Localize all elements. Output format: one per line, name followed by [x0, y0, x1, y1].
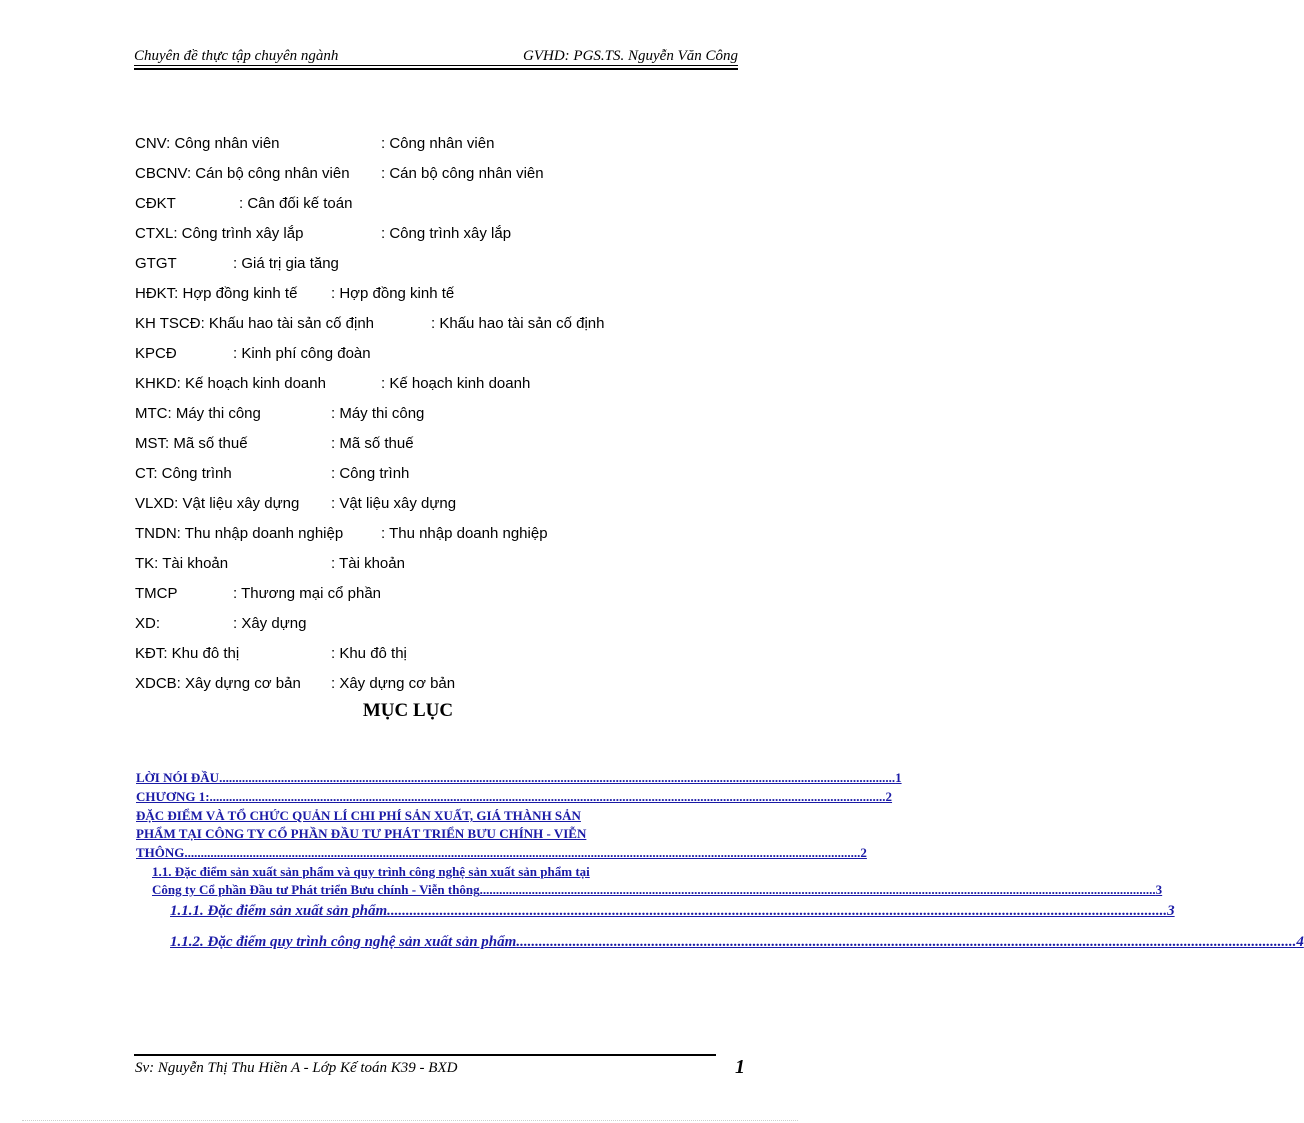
- toc-entry-line: ĐẶC ĐIỂM VÀ TỔ CHỨC QUẢN LÍ CHI PHÍ SẢN XUẤT, GIÁ THÀNH SẢN: [136, 808, 581, 823]
- abbreviation-meaning: : Xây dựng cơ bản: [331, 675, 456, 692]
- toc-leader: ................................................................................................................................................................................................................: [479, 882, 1156, 897]
- toc-entry-section-1-1-2[interactable]: [170, 934, 1304, 951]
- abbreviation-meaning: : Cân đối kế toán: [239, 195, 353, 212]
- abbreviation-row: [135, 372, 735, 402]
- toc-entry-last-line: [152, 882, 1163, 898]
- abbreviation-term: XDCB: Xây dựng cơ bản: [135, 675, 301, 692]
- abbreviation-row: [135, 582, 735, 612]
- abbreviation-row: [135, 552, 735, 582]
- toc-title: MỤC LỤC: [362, 700, 454, 721]
- abbreviation-term: CNV: Công nhân viên: [135, 135, 280, 152]
- toc-page-number: 2: [885, 789, 893, 804]
- footer-rule: [134, 1054, 716, 1056]
- toc-leader: ................................................................................................................................................................................................................: [387, 903, 1168, 919]
- abbreviation-term: CTXL: Công trình xây lắp: [135, 225, 304, 242]
- toc-page-number: 2: [860, 845, 867, 860]
- abbreviation-meaning: : Kế hoạch kinh doanh: [381, 375, 531, 392]
- abbreviation-term: GTGT: [135, 255, 177, 272]
- toc-page-number: 4: [1296, 934, 1304, 950]
- abbreviation-row: [135, 342, 735, 372]
- header-right: GVHD: PGS.TS. Nguyễn Văn Công: [523, 48, 738, 64]
- footer-text: Sv: Nguyễn Thị Thu Hiền A - Lớp Kế toán K39 - BXD: [135, 1060, 458, 1076]
- toc-page-number: 3: [1167, 903, 1175, 919]
- abbreviation-row: [135, 282, 735, 312]
- abbreviation-meaning: : Thu nhập doanh nghiệp: [381, 525, 548, 542]
- abbreviation-meaning: : Cán bộ công nhân viên: [381, 165, 544, 182]
- abbreviation-row: [135, 402, 735, 432]
- abbreviation-term: MST: Mã số thuế: [135, 435, 248, 452]
- abbreviation-term: KH TSCĐ: Khấu hao tài sản cố định: [135, 315, 375, 332]
- abbreviation-list: [135, 132, 735, 702]
- abbreviation-row: [135, 192, 735, 222]
- abbreviation-row: [135, 312, 735, 342]
- toc-entry-section-1-1-1[interactable]: [170, 903, 1175, 920]
- header-rule: [134, 65, 738, 66]
- abbreviation-row: [135, 222, 735, 252]
- page-number: 1: [735, 1056, 745, 1078]
- abbreviation-term: KĐT: Khu đô thị: [135, 645, 240, 662]
- abbreviation-term: CT: Công trình: [135, 465, 232, 482]
- abbreviation-meaning: : Mã số thuế: [331, 435, 414, 452]
- abbreviation-meaning: : Hợp đồng kinh tế: [331, 285, 455, 302]
- page-bottom-border: [22, 1120, 798, 1121]
- toc-leader: ................................................................................................................................................................................................................: [209, 789, 886, 804]
- abbreviation-term: HĐKT: Hợp đồng kinh tế: [135, 285, 298, 302]
- abbreviation-meaning: : Giá trị gia tăng: [233, 255, 339, 272]
- toc-entry-label: Công ty Cổ phần Đầu tư Phát triển Bưu chính - Viễn thông: [152, 882, 480, 897]
- abbreviation-meaning: : Tài khoản: [331, 555, 405, 572]
- abbreviation-term: TK: Tài khoản: [135, 555, 229, 572]
- abbreviation-term: KPCĐ: [135, 345, 177, 362]
- toc-entry-label: 1.1.2. Đặc điểm quy trình công nghệ sản xuất sản phẩm: [170, 934, 517, 950]
- abbreviation-row: [135, 132, 735, 162]
- toc-entry-line: PHẨM TẠI CÔNG TY CỔ PHẦN ĐẦU TƯ PHÁT TRIỂN BƯU CHÍNH - VIỄN: [136, 826, 587, 841]
- toc-entry-label: LỜI NÓI ĐẦU: [136, 770, 220, 785]
- abbreviation-term: TMCP: [135, 585, 178, 602]
- header-rule-thick: [134, 68, 738, 70]
- toc-entry-last-line: [136, 845, 867, 861]
- abbreviation-meaning: : Công trình xây lắp: [381, 225, 512, 242]
- abbreviation-meaning: : Máy thi công: [331, 405, 425, 422]
- abbreviation-row: [135, 522, 735, 552]
- abbreviation-term: VLXD: Vật liệu xây dựng: [135, 495, 300, 512]
- abbreviation-row: [135, 492, 735, 522]
- abbreviation-meaning: : Xây dựng: [233, 615, 307, 632]
- abbreviation-row: [135, 462, 735, 492]
- toc-page-number: 3: [1155, 882, 1163, 897]
- abbreviation-row: [135, 612, 735, 642]
- abbreviation-term: TNDN: Thu nhập doanh nghiệp: [135, 525, 344, 542]
- toc-leader: ................................................................................................................................................................................................................: [184, 845, 861, 860]
- toc-entry-label: CHƯƠNG 1:: [136, 789, 210, 804]
- abbreviation-term: CĐKT: [135, 195, 176, 212]
- abbreviation-meaning: : Khu đô thị: [331, 645, 407, 662]
- abbreviation-meaning: : Thương mại cổ phần: [233, 585, 382, 602]
- abbreviation-term: XD:: [135, 615, 161, 632]
- toc-page-number: 1: [895, 770, 902, 785]
- abbreviation-row: [135, 162, 735, 192]
- abbreviation-meaning: : Kinh phí công đoàn: [233, 345, 371, 362]
- toc-leader: ................................................................................................................................................................................................................: [516, 934, 1297, 950]
- toc-leader: ................................................................................................................................................................................................................: [219, 770, 896, 785]
- abbreviation-meaning: : Khấu hao tài sản cố định: [431, 315, 605, 332]
- abbreviation-row: [135, 642, 735, 672]
- abbreviation-term: MTC: Máy thi công: [135, 405, 261, 422]
- abbreviation-term: KHKD: Kế hoạch kinh doanh: [135, 375, 326, 392]
- toc-entry-chuong-1[interactable]: [136, 789, 893, 805]
- abbreviation-row: [135, 432, 735, 462]
- toc-entry-label: THÔNG: [136, 845, 185, 860]
- toc-entry-label: 1.1.1. Đặc điểm sản xuất sản phẩm: [170, 903, 388, 919]
- abbreviation-meaning: : Vật liệu xây dựng: [331, 495, 457, 512]
- abbreviation-row: [135, 672, 735, 702]
- abbreviation-meaning: : Công nhân viên: [381, 135, 495, 152]
- abbreviation-term: CBCNV: Cán bộ công nhân viên: [135, 165, 350, 182]
- abbreviation-meaning: : Công trình: [331, 465, 410, 482]
- toc-entry-loi-noi-dau[interactable]: [136, 770, 902, 786]
- header-left: Chuyên đề thực tập chuyên ngành: [134, 48, 339, 64]
- abbreviation-row: [135, 252, 735, 282]
- toc-entry-line: 1.1. Đặc điểm sản xuất sản phẩm và quy trình công nghệ sản xuất sản phẩm tại: [152, 864, 590, 879]
